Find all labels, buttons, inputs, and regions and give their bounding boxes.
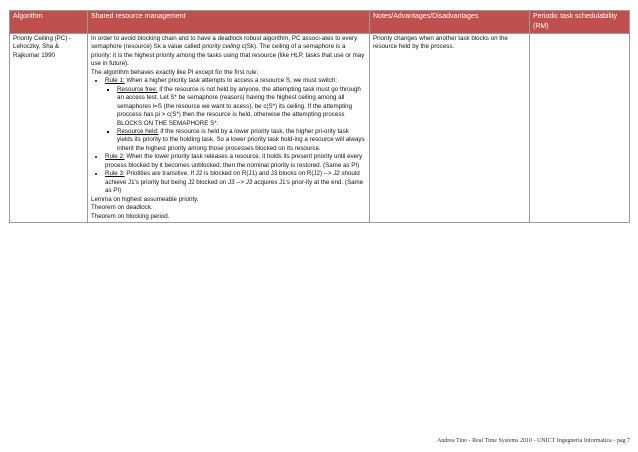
list-item xyxy=(105,77,366,153)
header-row xyxy=(10,11,630,34)
intro-text: In order to avoid blocking chain and to have a deadlock robust algorithm, PC associ-ates to every semaphore (resource) Sk a value called xyxy=(91,35,358,51)
algorithm-cell: Priority Ceiling (PC) - Lehoczky, Sha & Rajkumar 1990 xyxy=(10,34,88,223)
notes-cell: Priority changes when another task blocks on the resource held by the process. xyxy=(370,34,530,223)
rule3-text-c: --> xyxy=(234,178,246,186)
lemma-line: Lemma on highest assumeable priority. xyxy=(91,195,199,203)
management-cell xyxy=(88,34,370,223)
rule3-j3b: J3 xyxy=(245,178,253,186)
rule3-text: Priotities are transitive. If J2 is blocked on R(J1) and J3 blocks on R(J2) --> xyxy=(124,170,334,178)
algorithm-table xyxy=(9,10,630,223)
deadlock-theorem-line: Theorem on deadlock. xyxy=(91,204,153,212)
behaves-line: The algorithm behaves exactly like PI except for the first rule: xyxy=(91,68,259,76)
rule3-j3: J3 xyxy=(227,178,235,186)
rule3-j2: J2 xyxy=(333,170,340,178)
rule3-text-d: acquires J1's prior-ity at the end. (Same as PI) xyxy=(105,178,364,195)
header-periodic-task-schedulability: Periodic task schedulability (RM) xyxy=(530,11,630,34)
rule3-label: Rule 3: xyxy=(105,170,125,178)
rule1-label: Rule 1: xyxy=(105,77,125,85)
blocking-theorem-line: Theorem on blocking period. xyxy=(91,212,170,220)
rule1-sublist xyxy=(105,86,366,154)
intro-text-end: c(Sk). The ceiling of a semaphore is a priority: it is the highest priority among the tasks using that resource (like HLP, tasks that use or may use in future). xyxy=(91,43,365,68)
list-item xyxy=(117,128,366,153)
priority-ceiling-term: priority ceiling xyxy=(202,43,240,51)
list-item xyxy=(105,170,366,195)
schedulability-cell xyxy=(530,34,630,223)
list-item xyxy=(105,153,366,170)
resource-held-text: if the resource is held by a lower priority task, the higher pri-ority task yields its priority to the holding task. So a lower priority task hold-ing a resource will always inherit the highest priority among those processes blocked on its resource. xyxy=(117,127,365,152)
list-item xyxy=(117,86,366,128)
resource-free-label: Resource free: xyxy=(117,85,158,93)
rule2-text: When the lower priority task releases a resource, it holds its present priority until every process blocked by it becomes unblocked; then the nominal priority is restored. (Same as PI) xyxy=(105,153,363,169)
header-notes: Notes/Advantages/Disadvantages xyxy=(370,11,530,34)
table-row xyxy=(10,34,630,223)
resource-held-label: Resource held: xyxy=(117,127,159,135)
rule1-text: When a higher priority task attempts to access a resource S, we must switch: xyxy=(124,77,338,85)
header-algorithm: Algorithm xyxy=(10,11,88,34)
rule2-label: Rule 2: xyxy=(105,153,125,161)
header-shared-resource-management: Shared resource management xyxy=(88,11,370,34)
resource-free-text: if the resource is not held by anyone, the attempting task must go through an access test. Let S* be semaphore (reasors) having the highest ceiling among all semaphores l=S (the resource we want to acess), be c(S*) its ceiling. If the attempting proccess has pi > c(S*) then the resource is held, otherwise the attempting process BLOCKS ON THE SEMAPHORE S*. xyxy=(117,85,361,127)
rules-list xyxy=(91,77,366,195)
page-footer: Andrea Tino - Real Time Systems 2010 - UNICT Ingegneria Informatica - pag 7 xyxy=(436,438,630,444)
rule3-text-b: should achieve J1's priority but being J2 blocked on xyxy=(105,170,360,186)
